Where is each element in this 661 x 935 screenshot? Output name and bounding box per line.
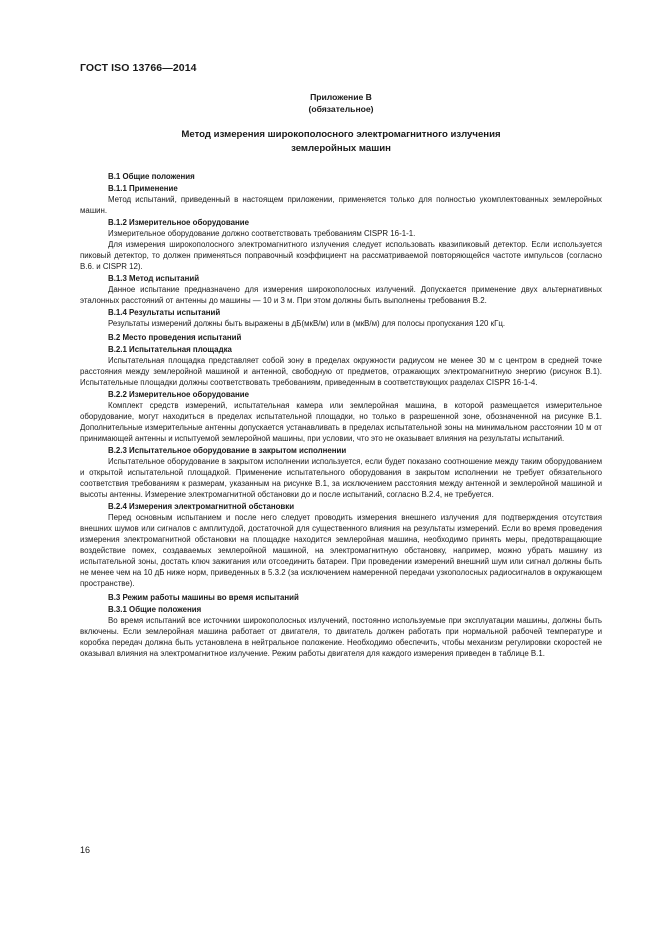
document-body bbox=[80, 171, 602, 659]
paragraph-b12-1: Измерительное оборудование должно соответствовать требованиям CISPR 16-1-1. bbox=[108, 229, 416, 238]
subsection-heading-b21: В.2.1 Испытательная площадка bbox=[108, 345, 232, 354]
subsection-heading-b14: В.1.4 Результаты испытаний bbox=[108, 308, 221, 317]
paragraph-b11: Метод испытаний, приведенный в настоящем приложении, применяется только для полностью укомплектованных землеройных машин. bbox=[80, 195, 602, 215]
section-heading-b1: В.1 Общие положения bbox=[108, 172, 195, 181]
paragraph-b21: Испытательная площадка представляет собой зону в пределах окружности радиусом не менее 30 м с центром в средней точке расстояния между землеройной машиной и антенной, свободную от предметов, отражающих электромагнитную энергию (рисунок В.1). Испытательные площадки должны соответствовать требованиям, приведенным в соответствующих разделах CISPR 16-1-4. bbox=[80, 356, 602, 387]
paragraph-b23: Испытательное оборудование в закрытом исполнении используется, если будет показано соотношение между таким оборудованием и открытой испытательной площадкой. Применение испытательного оборудования в закрытом исполнении не требует обязательного соответствия требованиям к размерам, указанным на рисунке В.1, за исключением расстояния между антенной и землеройной машиной и высоты антенны. Измерение электромагнитной обстановки до и после испытаний, согласно В.2.4, не требуется. bbox=[80, 457, 602, 499]
subsection-heading-b31: В.3.1 Общие положения bbox=[108, 605, 202, 614]
annex-heading bbox=[80, 91, 602, 115]
title-line-2: землеройных машин bbox=[291, 142, 391, 154]
subsection-heading-b12: В.1.2 Измерительное оборудование bbox=[108, 218, 250, 227]
annex-note: (обязательное) bbox=[308, 104, 374, 114]
document-title bbox=[80, 128, 602, 155]
paragraph-b14: Результаты измерений должны быть выражены в дБ(мкВ/м) или в (мкВ/м) для полосы пропускания 120 кГц. bbox=[108, 319, 506, 328]
annex-title: Приложение В bbox=[310, 92, 372, 102]
paragraph-b22: Комплект средств измерений, испытательная камера или землеройная машина, в которой размещается измерительное оборудование, могут находиться в пределах испытательной площадки, но только в разрешенной зоне, обозначенной на рисунке В.1. Дополнительные измерительные антенны допускается устанавливать в пределах испытательной зоны на минимальном расстоянии 10 м от принимающей антенны и испытуемой землеройной машины, при условии, что это не оказывает влияния на результаты испытаний. bbox=[80, 401, 602, 443]
page-number: 16 bbox=[80, 845, 91, 855]
title-line-1: Метод измерения широкополосного электромагнитного излучения bbox=[181, 129, 501, 140]
section-heading-b3: В.3 Режим работы машины во время испытаний bbox=[108, 593, 299, 602]
subsection-heading-b24: В.2.4 Измерения электромагнитной обстановки bbox=[108, 502, 295, 511]
paragraph-b12-2: Для измерения широкополосного электромагнитного излучения следует использовать квазипиковый детектор. Если используется пиковый детектор, то должен применяться поправочный коэффициент на рассматриваемой повторяющейся частоте импульсов (согласно В.6. и CISPR 12). bbox=[80, 240, 602, 271]
subsection-heading-b11: В.1.1 Применение bbox=[108, 184, 178, 193]
paragraph-b13: Данное испытание предназначено для измерения широкополосных излучений. Допускается применение двух альтернативных эталонных расстояний от антенны до машины — 10 и 3 м. При этом должны быть выполнены требования В.2. bbox=[80, 285, 602, 305]
paragraph-b31: Во время испытаний все источники широкополосных излучений, постоянно используемые при эксплуатации машины, должны быть включены. Если землеройная машина работает от двигателя, то двигатель должен работать при нормальной рабочей температуре и коробка передач должна быть установлена в нейтральное положение. Необходимо обеспечить, чтобы механизм регулировки скоростей не оказывал влияния на электромагнитное излучение. Режим работы двигателя для каждого измерения приведен в таблице В.1. bbox=[80, 616, 602, 658]
subsection-heading-b23: В.2.3 Испытательное оборудование в закрытом исполнении bbox=[108, 446, 347, 455]
standard-header: ГОСТ ISO 13766—2014 bbox=[80, 62, 197, 74]
subsection-heading-b13: В.1.3 Метод испытаний bbox=[108, 274, 200, 283]
section-heading-b2: В.2 Место проведения испытаний bbox=[108, 333, 242, 342]
paragraph-b24: Перед основным испытанием и после него следует проводить измерения внешнего излучения для подтверждения отсутствия внешних шумов или сигналов с амплитудой, достаточной для существенного влияния на результаты измерений. Если во время проведения измерения электромагнитной обстановки на площадке находится землеройная машина, необходимо принять меры, предотвращающие воздействие помех, создаваемых землеройной машиной, на электромагнитную обстановку, например, можно убрать машину из испытательной зоны, достать ключ зажигания или отсоединить батареи. При проведении измерений внешний шум или сигнал должны быть не менее чем на 10 дБ ниже норм, приведенных в 5.3.2 (за исключением намеренной передачи узкополосных радиосигналов в окружающем пространстве). bbox=[80, 513, 602, 588]
subsection-heading-b22: В.2.2 Измерительное оборудование bbox=[108, 390, 250, 399]
